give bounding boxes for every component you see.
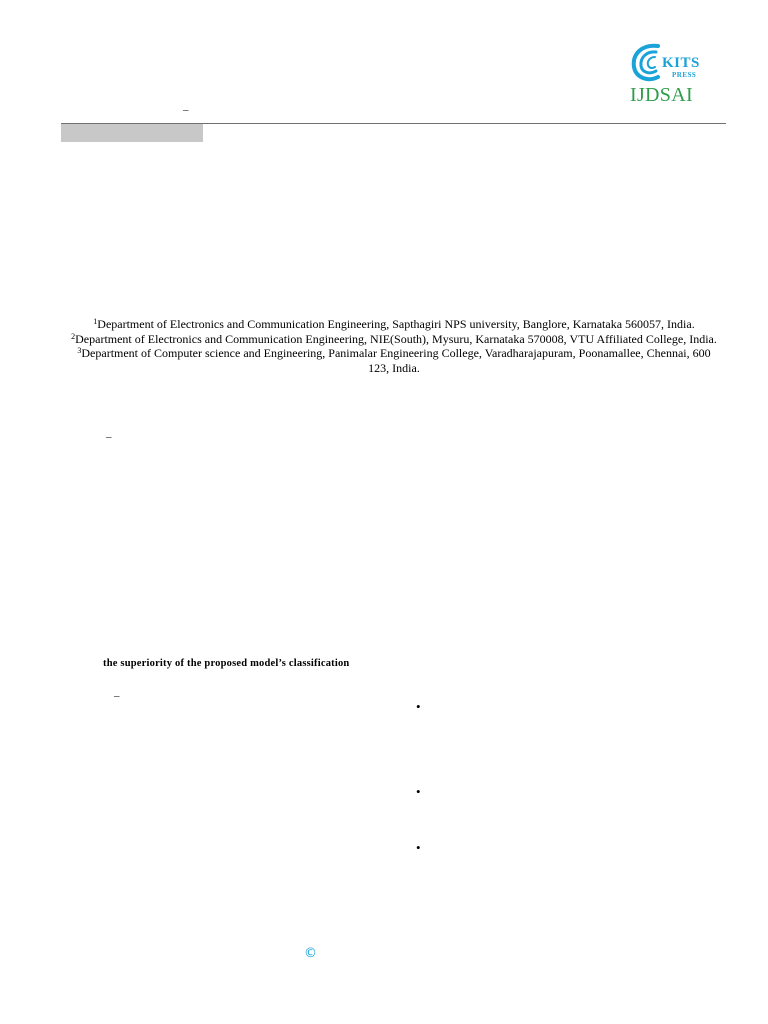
logo-press-text: PRESS (672, 71, 697, 79)
abstract-bold-line: the superiority of the proposed model’s classification (103, 658, 350, 669)
bullet-1: • (416, 699, 421, 714)
header-gray-bar (61, 124, 203, 142)
affiliation-3 (70, 346, 718, 375)
affiliation-3-sup: 3 (77, 346, 82, 355)
affiliations-block (70, 317, 718, 375)
affiliation-2-sup: 2 (71, 331, 76, 341)
affiliation-1 (70, 317, 718, 332)
journal-logo (628, 40, 708, 106)
affiliation-2 (70, 332, 718, 347)
column-dash: – (114, 690, 120, 702)
journal-name: IJDSAI (630, 84, 693, 106)
affiliation-2-text: Department of Electronics and Communication Engineering, NIE(South), Mysuru, Karnataka 570008, VTU Affiliated College, India. (75, 331, 717, 346)
affiliation-1-text: Department of Electronics and Communication Engineering, Sapthagiri NPS university, Banglore, Karnataka 560057, India. (97, 317, 695, 331)
bullet-3: • (416, 840, 421, 855)
bullet-2: • (416, 784, 421, 799)
logo-kits-text: KITS (662, 55, 700, 71)
header-dash: – (183, 104, 189, 116)
abstract-dash: – (106, 431, 112, 443)
affiliation-1-sup: 1 (93, 317, 98, 326)
copyright-symbol: © (304, 946, 317, 961)
affiliation-3-text: Department of Computer science and Engineering, Panimalar Engineering College, Varadharajapuram, Poonamallee, Chennai, 600 123, India. (81, 346, 711, 375)
